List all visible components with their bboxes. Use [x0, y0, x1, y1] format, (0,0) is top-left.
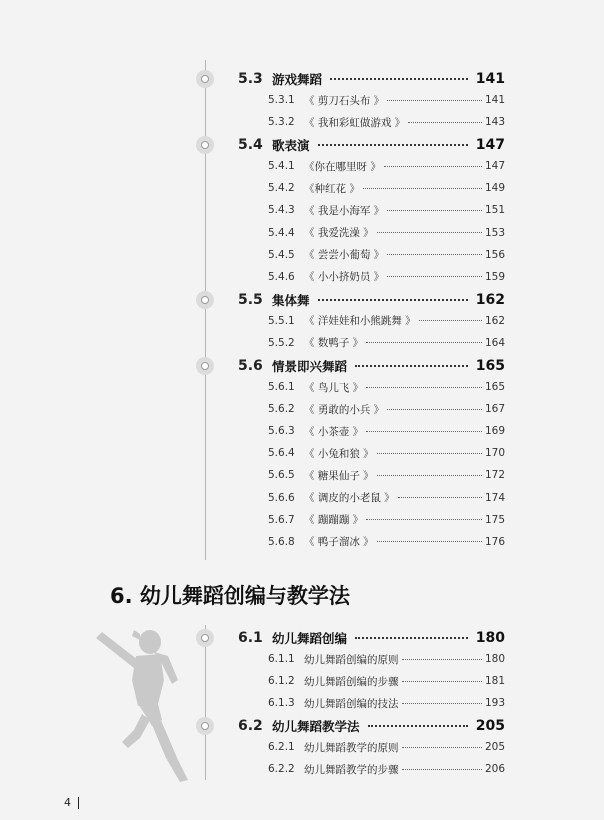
subsection-title: 《 我和彩虹做游戏 》 — [304, 116, 406, 129]
subsection-number: 5.4.1 — [268, 160, 295, 173]
footer-divider — [78, 797, 79, 809]
subsection-number: 5.6.8 — [268, 535, 295, 548]
toc-subsection-entry[interactable] — [268, 113, 505, 131]
subsection-number: 6.2.1 — [268, 741, 295, 754]
dot-leader — [402, 703, 482, 704]
subsection-number: 5.3.1 — [268, 94, 295, 106]
subsection-title: 《你在哪里呀 》 — [304, 160, 381, 173]
subsection-number: 5.5.1 — [268, 314, 295, 327]
section-title: 集体舞 — [272, 292, 310, 308]
subsection-page-number: 193 — [484, 697, 505, 710]
dot-leader — [402, 659, 482, 660]
subsection-title: 幼儿舞蹈创编的步骤 — [304, 675, 399, 688]
dot-leader — [363, 188, 482, 189]
dot-leader — [330, 78, 468, 80]
chapter-title: 6. 幼儿舞蹈创编与教学法 — [110, 584, 350, 608]
subsection-title: 《 我是小海军 》 — [304, 204, 385, 217]
subsection-page-number: 141 — [484, 94, 505, 106]
toc-subsection-entry[interactable] — [268, 224, 505, 242]
subsection-title: 幼儿舞蹈教学的原则 — [304, 741, 399, 754]
dot-leader — [377, 541, 482, 542]
subsection-number: 5.4.2 — [268, 182, 295, 195]
dot-leader — [384, 166, 482, 167]
toc-subsection-entry[interactable] — [268, 378, 505, 396]
toc-subsection-entry[interactable] — [268, 533, 505, 551]
dot-leader — [377, 453, 482, 454]
toc-section-entry[interactable] — [238, 135, 505, 155]
page-number: 4 — [64, 796, 71, 809]
toc-subsection-entry[interactable] — [268, 312, 505, 330]
section-bullet-icon — [196, 70, 214, 88]
subsection-title: 《 调皮的小老鼠 》 — [304, 492, 395, 504]
section-bullet-icon — [196, 629, 214, 647]
section-bullet-icon — [196, 291, 214, 309]
dot-leader — [402, 769, 482, 770]
subsection-page-number: 174 — [484, 491, 505, 504]
subsection-number: 5.4.4 — [268, 226, 295, 239]
subsection-title: 《 洋娃娃和小熊跳舞 》 — [304, 315, 416, 328]
subsection-number: 6.2.2 — [268, 763, 295, 776]
section-page-number: 180 — [475, 630, 505, 646]
subsection-number: 5.6.5 — [268, 469, 295, 482]
subsection-number: 5.6.3 — [268, 425, 295, 438]
subsection-page-number: 149 — [484, 182, 505, 195]
subsection-number: 6.1.2 — [268, 675, 295, 688]
subsection-number: 6.1.3 — [268, 697, 295, 710]
subsection-number: 5.4.5 — [268, 248, 295, 261]
subsection-page-number: 176 — [484, 535, 505, 548]
section-bullet-icon — [196, 717, 214, 735]
subsection-page-number: 205 — [484, 741, 505, 754]
toc-subsection-entry[interactable] — [268, 444, 505, 462]
subsection-title: 《 数鸭子 》 — [304, 337, 364, 350]
subsection-page-number: 172 — [484, 469, 505, 482]
subsection-page-number: 169 — [484, 425, 505, 438]
section-page-number: 162 — [475, 291, 505, 308]
section-page-number: 147 — [475, 137, 505, 154]
subsection-page-number: 153 — [484, 226, 505, 239]
dot-leader — [408, 122, 482, 123]
dot-leader — [318, 144, 468, 146]
subsection-title: 《 鸟儿飞 》 — [304, 381, 364, 394]
dot-leader — [366, 431, 482, 432]
toc-subsection-entry[interactable] — [268, 179, 505, 197]
toc-subsection-entry[interactable] — [268, 422, 505, 440]
dot-leader — [366, 387, 482, 388]
section-title: 情景即兴舞蹈 — [272, 359, 348, 374]
subsection-title: 《 鸭子溜冰 》 — [304, 536, 374, 549]
subsection-number: 5.6.4 — [268, 447, 295, 460]
subsection-number: 5.4.3 — [268, 204, 295, 217]
subsection-title: 《 小兔和狼 》 — [304, 447, 374, 460]
subsection-page-number: 167 — [484, 403, 505, 416]
section-bullet-icon — [196, 136, 214, 154]
dot-leader — [402, 681, 482, 682]
subsection-page-number: 143 — [484, 116, 505, 129]
subsection-title: 《 蹦蹦蹦 》 — [304, 514, 364, 527]
toc-subsection-entry[interactable] — [268, 466, 505, 484]
subsection-title: 幼儿舞蹈创编的技法 — [304, 697, 399, 710]
dot-leader — [387, 409, 482, 410]
subsection-title: 《种红花 》 — [304, 182, 360, 195]
dot-leader — [318, 299, 468, 301]
dot-leader — [387, 276, 482, 277]
subsection-page-number: 170 — [484, 447, 505, 460]
section-page-number: 205 — [475, 718, 505, 735]
section-title: 幼儿舞蹈教学法 — [272, 719, 360, 735]
dot-leader — [366, 519, 482, 520]
subsection-number: 5.6.1 — [268, 381, 295, 393]
toc-subsection-entry[interactable] — [268, 268, 505, 286]
section-title: 游戏舞蹈 — [272, 72, 323, 87]
toc-section-entry[interactable] — [238, 290, 505, 310]
subsection-page-number: 164 — [484, 336, 505, 349]
dot-leader — [355, 637, 468, 639]
section-page-number: 141 — [475, 71, 505, 87]
subsection-number: 6.1.1 — [268, 653, 295, 665]
timeline-line-bottom — [205, 625, 206, 780]
section-number: 6.2 — [238, 718, 263, 735]
dot-leader — [377, 475, 482, 476]
subsection-title: 幼儿舞蹈教学的步骤 — [304, 763, 399, 776]
subsection-number: 5.6.7 — [268, 513, 295, 526]
toc-subsection-entry[interactable] — [268, 738, 505, 756]
subsection-page-number: 162 — [484, 314, 505, 327]
subsection-title: 幼儿舞蹈创编的原则 — [304, 653, 399, 666]
dot-leader — [368, 725, 468, 727]
subsection-title: 《 小小挤奶员 》 — [304, 271, 385, 284]
subsection-number: 5.4.6 — [268, 270, 295, 283]
section-title: 歌表演 — [272, 138, 310, 154]
dot-leader — [387, 100, 482, 101]
subsection-title: 《 糖果仙子 》 — [304, 469, 374, 482]
section-page-number: 165 — [475, 358, 505, 374]
toc-subsection-entry[interactable] — [268, 246, 505, 264]
subsection-page-number: 159 — [484, 270, 505, 283]
dot-leader — [355, 365, 468, 367]
subsection-page-number: 147 — [484, 160, 505, 173]
section-title: 幼儿舞蹈创编 — [272, 631, 348, 646]
subsection-page-number: 180 — [484, 653, 505, 665]
toc-subsection-entry[interactable] — [268, 91, 505, 109]
toc-section-entry[interactable] — [238, 356, 505, 376]
subsection-page-number: 181 — [484, 675, 505, 688]
dot-leader — [402, 747, 482, 748]
dot-leader — [366, 342, 482, 343]
section-number: 5.5 — [238, 291, 263, 308]
dot-leader — [377, 232, 482, 233]
subsection-title: 《 我爱洗澡 》 — [304, 227, 374, 239]
subsection-page-number: 151 — [484, 204, 505, 217]
subsection-title: 《 小茶壶 》 — [304, 425, 364, 438]
section-number: 5.4 — [238, 137, 263, 154]
timeline-line-top — [205, 60, 206, 560]
toc-subsection-entry[interactable] — [268, 201, 505, 219]
dancer-silhouette-icon — [88, 620, 198, 785]
subsection-title: 《 尝尝小葡萄 》 — [304, 249, 385, 262]
dot-leader — [398, 497, 482, 498]
toc-subsection-entry[interactable] — [268, 672, 505, 690]
toc-subsection-entry[interactable] — [268, 694, 505, 712]
toc-subsection-entry[interactable] — [268, 489, 505, 507]
subsection-title: 《 剪刀石头布 》 — [304, 94, 385, 107]
toc-section-entry[interactable] — [238, 628, 505, 648]
subsection-number: 5.3.2 — [268, 116, 295, 129]
dot-leader — [387, 210, 482, 211]
section-bullet-icon — [196, 357, 214, 375]
subsection-page-number: 156 — [484, 248, 505, 261]
toc-subsection-entry[interactable] — [268, 511, 505, 529]
toc-subsection-entry[interactable] — [268, 400, 505, 418]
subsection-page-number: 165 — [484, 381, 505, 393]
subsection-page-number: 175 — [484, 513, 505, 526]
subsection-number: 5.6.6 — [268, 491, 295, 504]
toc-subsection-entry[interactable] — [268, 650, 505, 668]
page-footer — [64, 796, 79, 809]
toc-section-entry[interactable] — [238, 69, 505, 89]
subsection-number: 5.5.2 — [268, 336, 295, 349]
dot-leader — [419, 320, 482, 321]
subsection-page-number: 206 — [484, 763, 505, 776]
section-number: 5.3 — [238, 71, 263, 87]
section-number: 5.6 — [238, 358, 263, 374]
section-number: 6.1 — [238, 630, 263, 646]
toc-subsection-entry[interactable] — [268, 157, 505, 175]
subsection-title: 《 勇敢的小兵 》 — [304, 403, 385, 416]
dot-leader — [387, 254, 482, 255]
toc-subsection-entry[interactable] — [268, 760, 505, 778]
toc-subsection-entry[interactable] — [268, 334, 505, 352]
subsection-number: 5.6.2 — [268, 403, 295, 416]
toc-section-entry[interactable] — [238, 716, 505, 736]
